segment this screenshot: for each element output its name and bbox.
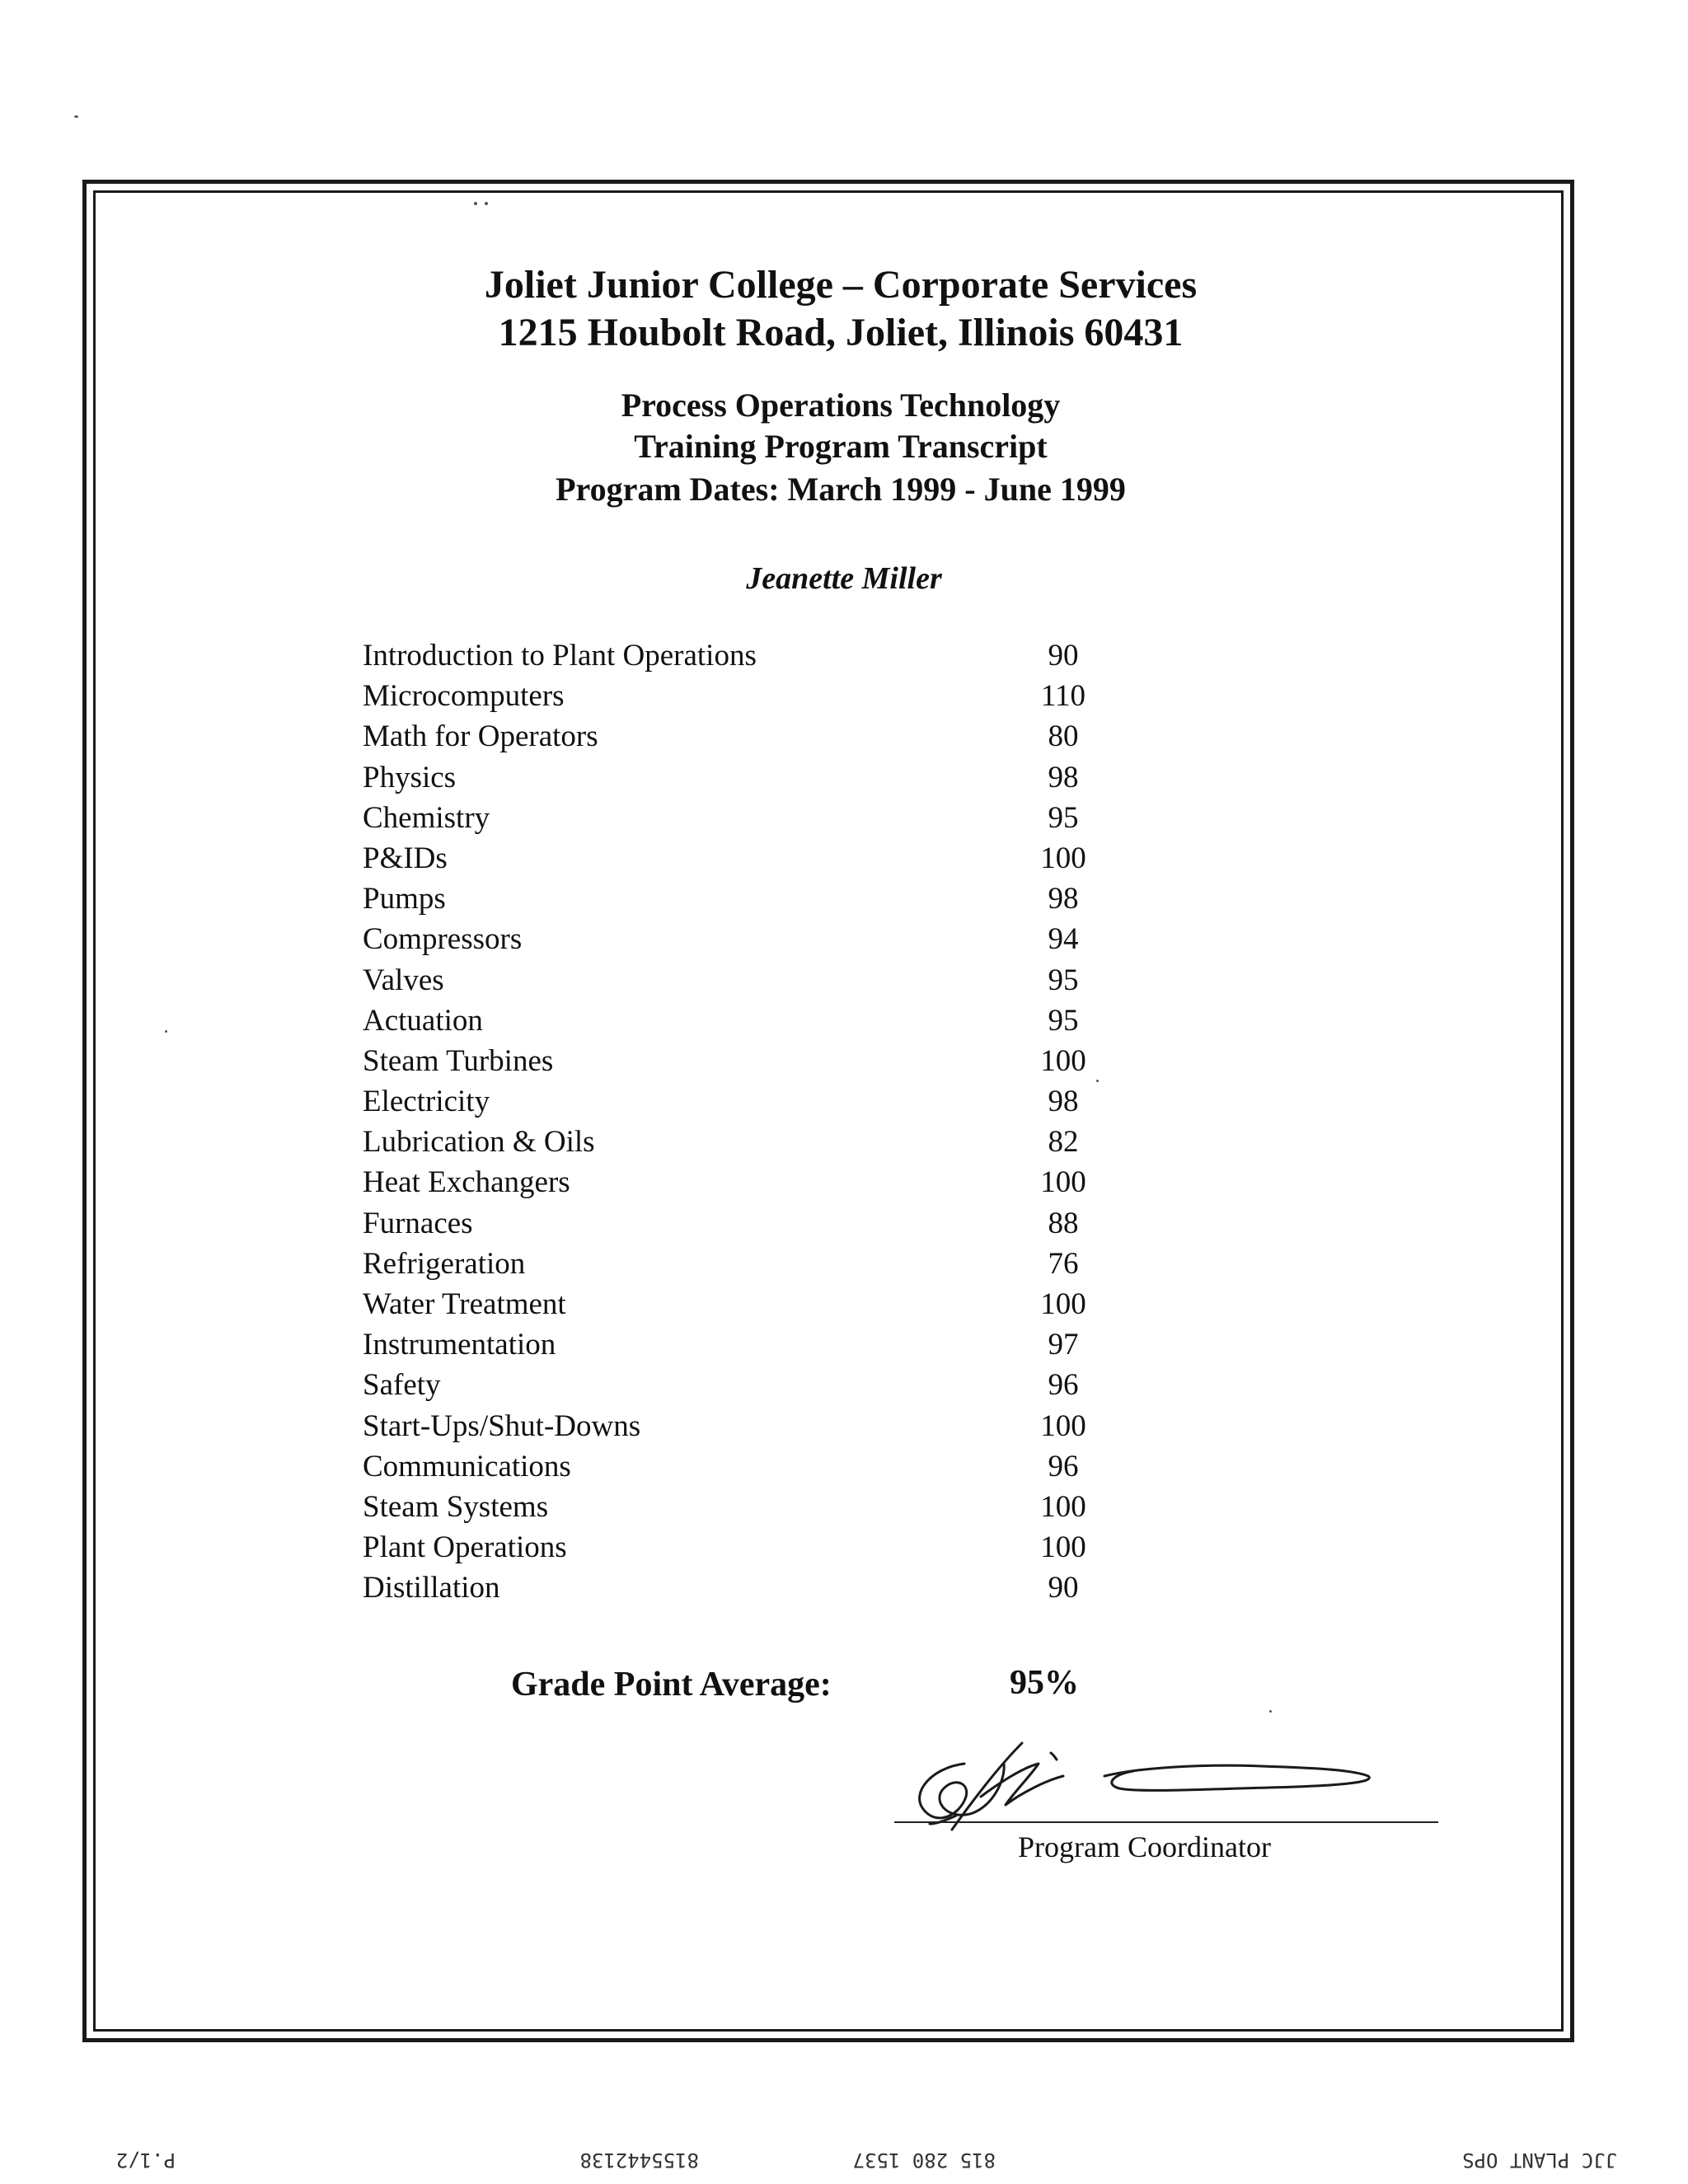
course-row xyxy=(363,678,1104,719)
course-name: Introduction to Plant Operations xyxy=(363,639,757,673)
course-name: Chemistry xyxy=(363,800,490,835)
gpa-label: Grade Point Average: xyxy=(511,1666,832,1704)
course-row xyxy=(363,921,1104,962)
course-name: Plant Operations xyxy=(363,1530,567,1565)
course-row xyxy=(363,1003,1104,1043)
program-name: Process Operations Technology xyxy=(621,387,1061,424)
course-name: Distillation xyxy=(363,1571,500,1605)
course-row xyxy=(363,1367,1104,1408)
document-type: Training Program Transcript xyxy=(634,428,1048,465)
fax-org: JJC PLANT OPS xyxy=(1462,2149,1617,2172)
course-name: Safety xyxy=(363,1368,441,1403)
course-row xyxy=(363,1165,1104,1205)
scan-speck xyxy=(165,1030,167,1033)
course-score: 98 xyxy=(1048,760,1079,794)
course-score: 95 xyxy=(1048,963,1079,997)
course-row xyxy=(363,1084,1104,1124)
course-score: 110 xyxy=(1040,679,1086,714)
course-row xyxy=(363,1408,1104,1449)
scan-speck xyxy=(485,202,488,205)
course-score: 95 xyxy=(1048,800,1079,835)
course-name: Furnaces xyxy=(363,1206,473,1240)
fax-page: P.1/2 xyxy=(115,2149,176,2172)
course-name: Steam Systems xyxy=(363,1489,549,1524)
course-score: 88 xyxy=(1048,1206,1079,1240)
course-score: 82 xyxy=(1048,1125,1079,1160)
course-row xyxy=(363,1043,1104,1084)
course-name: Pumps xyxy=(363,882,446,916)
course-score: 100 xyxy=(1040,1043,1086,1078)
course-row xyxy=(363,841,1104,881)
course-score: 100 xyxy=(1040,1489,1086,1524)
course-row xyxy=(363,1327,1104,1367)
course-row xyxy=(363,638,1104,678)
course-name: Compressors xyxy=(363,922,523,957)
course-score: 100 xyxy=(1040,1287,1086,1321)
course-score: 100 xyxy=(1040,1530,1086,1565)
course-row xyxy=(363,719,1104,759)
course-score: 90 xyxy=(1048,639,1079,673)
course-row xyxy=(363,881,1104,921)
course-name: Instrumentation xyxy=(363,1328,556,1362)
scan-speck xyxy=(1096,1080,1099,1082)
course-row xyxy=(363,1570,1104,1610)
course-score: 97 xyxy=(1048,1328,1079,1362)
course-score: 94 xyxy=(1048,922,1079,957)
institution-name: Joliet Junior College – Corporate Services xyxy=(484,263,1198,307)
course-score: 76 xyxy=(1048,1246,1079,1281)
course-row xyxy=(363,1286,1104,1327)
course-name: Math for Operators xyxy=(363,719,598,754)
course-name: Heat Exchangers xyxy=(363,1165,570,1200)
course-name: P&IDs xyxy=(363,841,448,875)
course-row xyxy=(363,1206,1104,1246)
course-name: Electricity xyxy=(363,1085,490,1119)
course-score: 95 xyxy=(1048,1003,1079,1038)
course-name: Lubrication & Oils xyxy=(363,1125,595,1160)
course-name: Physics xyxy=(363,760,457,794)
course-name: Actuation xyxy=(363,1003,483,1038)
course-row xyxy=(363,1489,1104,1530)
course-row xyxy=(363,800,1104,841)
course-score: 100 xyxy=(1040,1408,1086,1443)
signature-title: Program Coordinator xyxy=(1018,1830,1271,1863)
course-name: Microcomputers xyxy=(363,679,565,714)
student-name: Jeanette Miller xyxy=(746,561,942,596)
course-row xyxy=(363,1449,1104,1489)
course-row xyxy=(363,1530,1104,1570)
course-name: Steam Turbines xyxy=(363,1043,554,1078)
course-row xyxy=(363,1124,1104,1165)
course-score: 100 xyxy=(1040,841,1086,875)
scan-speck xyxy=(474,202,477,205)
course-list xyxy=(363,638,1104,1611)
course-score: 80 xyxy=(1048,719,1079,754)
course-name: Communications xyxy=(363,1449,571,1483)
fax-phone: 815 280 1537 xyxy=(852,2149,996,2172)
course-score: 96 xyxy=(1048,1449,1079,1483)
scan-speck xyxy=(1269,1710,1272,1713)
gpa-value: 95% xyxy=(1010,1664,1079,1702)
scan-speck xyxy=(74,115,78,118)
course-score: 96 xyxy=(1048,1368,1079,1403)
coordinator-signature xyxy=(907,1718,1385,1834)
course-row xyxy=(363,1246,1104,1286)
course-name: Refrigeration xyxy=(363,1246,526,1281)
course-score: 90 xyxy=(1048,1571,1079,1605)
course-row xyxy=(363,760,1104,800)
institution-address: 1215 Houbolt Road, Joliet, Illinois 60431 xyxy=(498,311,1184,354)
fax-transmission-footer xyxy=(0,2147,1688,2172)
fax-id: 8155442138 xyxy=(579,2149,699,2172)
course-name: Valves xyxy=(363,963,444,997)
course-name: Start-Ups/Shut-Downs xyxy=(363,1408,641,1443)
program-dates: Program Dates: March 1999 - June 1999 xyxy=(556,471,1126,508)
signature-line xyxy=(894,1821,1438,1823)
course-score: 98 xyxy=(1048,882,1079,916)
course-row xyxy=(363,963,1104,1003)
course-score: 98 xyxy=(1048,1085,1079,1119)
course-score: 100 xyxy=(1040,1165,1086,1200)
course-name: Water Treatment xyxy=(363,1287,566,1321)
